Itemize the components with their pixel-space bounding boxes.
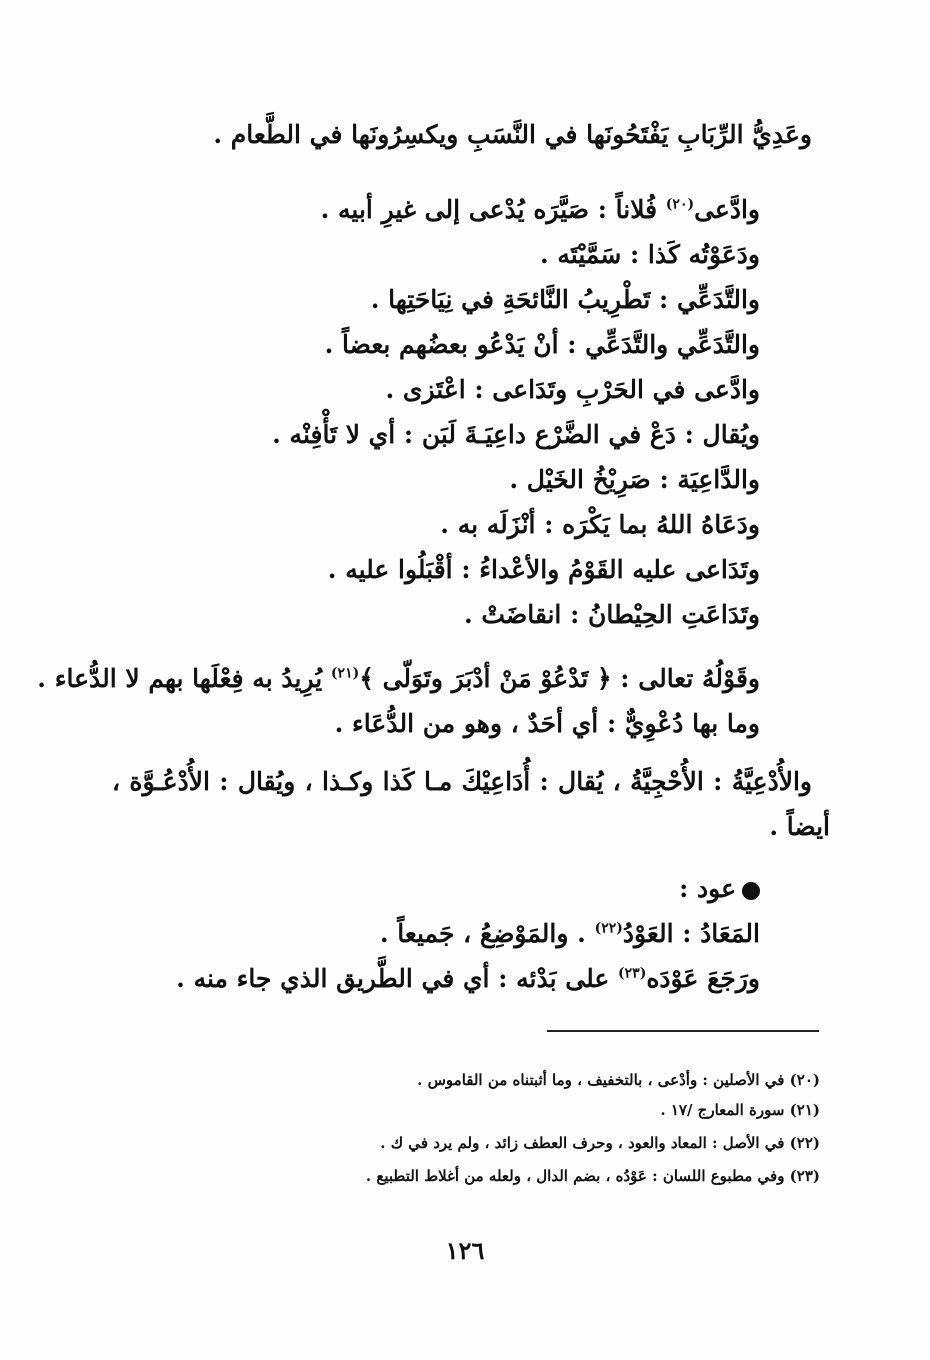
footnote-ref-20[interactable]: (٢٠) xyxy=(665,196,695,213)
body-line-10: وتَدَاعى عليه القَوْمُ والأعْداءُ : أقْبَلُوا عليه . xyxy=(327,555,760,584)
footnote-20: (٢٠) في الأصلين : وأدْعى ، بالتخفيف ، وما أثبتناه من القاموس . xyxy=(417,1071,820,1089)
body-line-7: ويُقال : دَعْ في الضَّرْع داعِيَـةَ لَبَن : أي لا تَأْفِنْه . xyxy=(272,420,760,449)
body-line-2 xyxy=(321,193,760,227)
entry-line-2-b: على بَدْئه : أي في الطَّريق الذي جاء منه . xyxy=(176,964,610,993)
line-2-lead: وادَّعى xyxy=(694,195,760,224)
body-line-4: والتَّدَعِّي : تَطْرِيبُ النَّائحَةِ في نِيَاحَتِها . xyxy=(370,285,760,314)
body-line-9: ودَعَاهُ اللهُ بما يَكْرَه : أنْزَلَه به . xyxy=(440,510,760,539)
body-line-3: ودَعَوْتُه كَذا : سَمَّيْتَه . xyxy=(539,240,760,269)
body-line-12 xyxy=(37,662,760,696)
page-number: ١٢٦ xyxy=(445,1236,485,1265)
footnote-21: (٢١) سورة المعارج /١٧ . xyxy=(660,1101,820,1119)
footnote-ref-23[interactable]: (٢٣) xyxy=(618,965,647,982)
footnote-23: (٢٣) وفي مطبوع اللسان : عَوْدُه ، بضم الدال ، ولعله من أغلاط التطبيع . xyxy=(365,1167,820,1185)
footnote-ref-21[interactable]: (٢١) xyxy=(330,665,360,682)
body-line-14: والأُدْعِيَّةُ : الأُحْجِيَّةُ ، يُقال : أُدَاعِيْكَ مـا كَذا وكـذا ، ويُقال : الأُدْعُـوَّة ، xyxy=(112,767,812,796)
line-12-lead: وقَوْلُهُ تعالى : ﴿ تَدْعُوْ مَنْ أدْبَرَ وتَوَلّى ﴾ xyxy=(359,664,760,693)
entry-line-2 xyxy=(176,962,760,996)
footnote-ref-22[interactable]: (٢٢) xyxy=(594,920,623,937)
entry-line-1-b: . والمَوْضِعُ ، جَميعاً . xyxy=(379,919,586,948)
footnote-22: (٢٢) في الأصل : المعاد والعود ، وحرف العطف زائد ، ولم يرد في ك . xyxy=(380,1134,820,1152)
body-line-5: والتَّدَعِّي والتَّدَعِّي : أنْ يَدْعُو بعضُهم بعضاً . xyxy=(324,330,760,359)
body-line-15: أيضاً . xyxy=(769,812,830,841)
body-line-11: وتَدَاعَتِ الحِيْطانُ : انقاضَتْ . xyxy=(464,600,760,629)
footnote-divider xyxy=(547,1030,819,1032)
entry-line-1-a: المَعَادُ : العَوْدُ xyxy=(622,919,760,948)
line-12-text: يُرِيدُ به فِعْلَها بهم لا الدُّعاء . xyxy=(37,664,323,693)
body-line-1: وعَدِيُّ الرِّبَابِ يَفْتَحُونَها في النَّسَبِ ويكسِرُونَها في الطَّعام . xyxy=(213,120,812,149)
entry-line-1 xyxy=(380,917,760,951)
bullet-icon xyxy=(742,882,760,900)
entry-heading-text: عود : xyxy=(679,874,736,903)
entry-line-2-a: ورَجَعَ عَوْدَه xyxy=(646,964,760,993)
line-2-text: فُلاناً : صَيَّرَه يُدْعى إلى غيرِ أبيه . xyxy=(320,195,658,224)
entry-heading xyxy=(679,872,760,906)
body-line-13: وما بها دُعْوِيٌّ : أي أحَدٌ ، وهو من الدُّعَاء . xyxy=(334,709,760,738)
body-line-6: وادَّعى في الحَرْبِ وتَدَاعى : اعْتَزى . xyxy=(385,375,760,404)
body-line-8: والدَّاعِيَة : صَرِيْخُ الخَيْل . xyxy=(509,465,760,494)
